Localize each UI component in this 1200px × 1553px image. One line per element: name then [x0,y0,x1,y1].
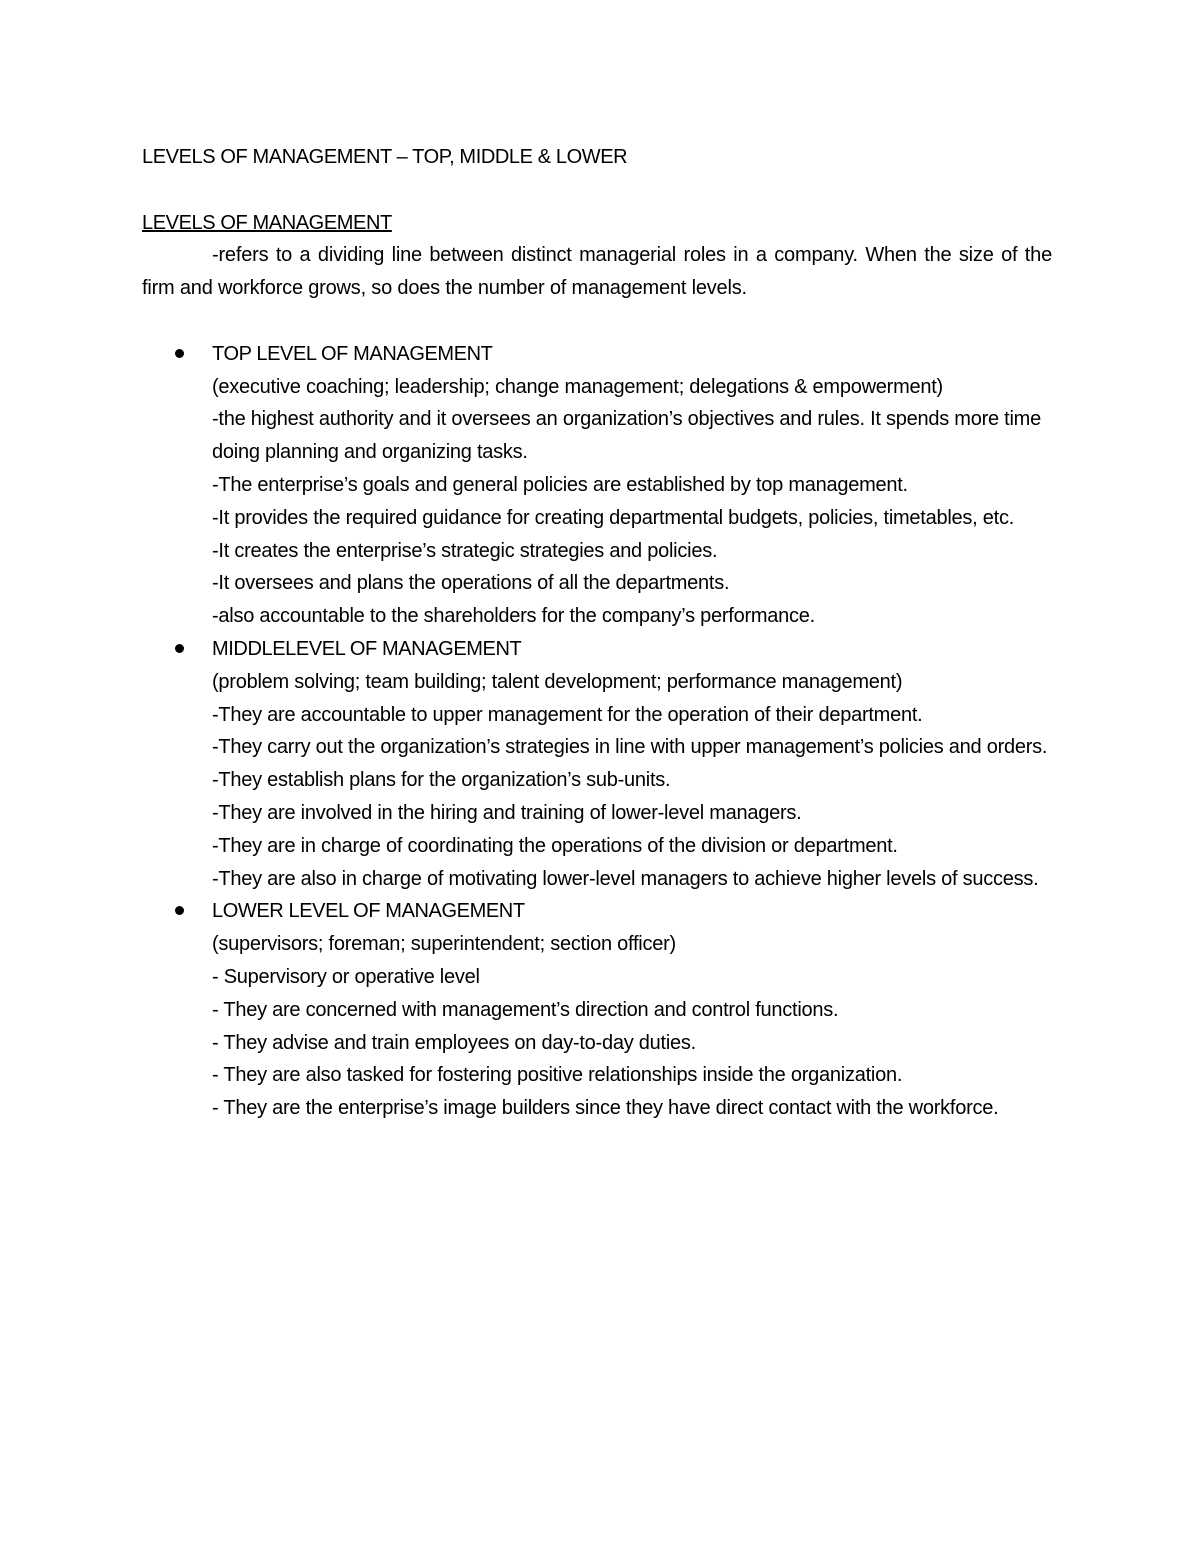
definition-paragraph: -refers to a dividing line between distinct managerial roles in a company. When the size of the firm and workforce grows, so does the number of management levels. [142,244,1052,300]
level-line: - They are concerned with management’s direction and control functions. [212,998,839,1021]
level-top [142,338,1052,633]
level-line: (executive coaching; leadership; change management; delegations & empowerment) [212,375,943,398]
bullet-icon [175,906,184,915]
level-line: -It provides the required guidance for creating departmental budgets, policies, timetables, etc. [212,506,1015,529]
bullet-icon [175,349,184,358]
level-line: -They carry out the organization’s strategies in line with upper management’s policies and orders. [212,736,1048,759]
level-line: -The enterprise’s goals and general policies are established by top management. [212,473,908,496]
level-line: - They are the enterprise’s image builders since they have direct contact with the workforce. [212,1097,999,1120]
level-heading: LOWER LEVEL OF MANAGEMENT [212,900,525,923]
level-line: - They advise and train employees on day-to-day duties. [212,1031,696,1054]
document-body [142,141,1052,1125]
management-levels-list [142,338,1052,1125]
level-lower [142,895,1052,1125]
level-heading: TOP LEVEL OF MANAGEMENT [212,342,493,365]
level-line: (problem solving; team building; talent development; performance management) [212,670,903,693]
level-line: -They are accountable to upper management for the operation of their department. [212,703,923,726]
section-heading: LEVELS OF MANAGEMENT [142,211,392,234]
level-line: -They are involved in the hiring and training of lower-level managers. [212,801,802,824]
level-line: -They are in charge of coordinating the operations of the division or department. [212,834,898,857]
bullet-icon [175,644,184,653]
level-heading: MIDDLELEVEL OF MANAGEMENT [212,637,522,660]
level-line: -They are also in charge of motivating lower-level managers to achieve higher levels of success. [212,867,1039,890]
level-line: -It creates the enterprise’s strategic strategies and policies. [212,539,718,562]
level-line: -also accountable to the shareholders for the company’s performance. [212,605,815,628]
document-title: LEVELS OF MANAGEMENT – TOP, MIDDLE & LOWER [142,146,628,168]
level-middle [142,633,1052,895]
level-line: -the highest authority and it oversees an organization’s objectives and rules. It spends more time doing planning and organizing tasks. [212,408,1041,464]
level-line: - They are also tasked for fostering positive relationships inside the organization. [212,1064,903,1087]
level-line: - Supervisory or operative level [212,965,480,988]
level-line: -It oversees and plans the operations of all the departments. [212,572,730,595]
level-line: -They establish plans for the organization’s sub-units. [212,769,671,792]
level-line: (supervisors; foreman; superintendent; section officer) [212,933,676,956]
